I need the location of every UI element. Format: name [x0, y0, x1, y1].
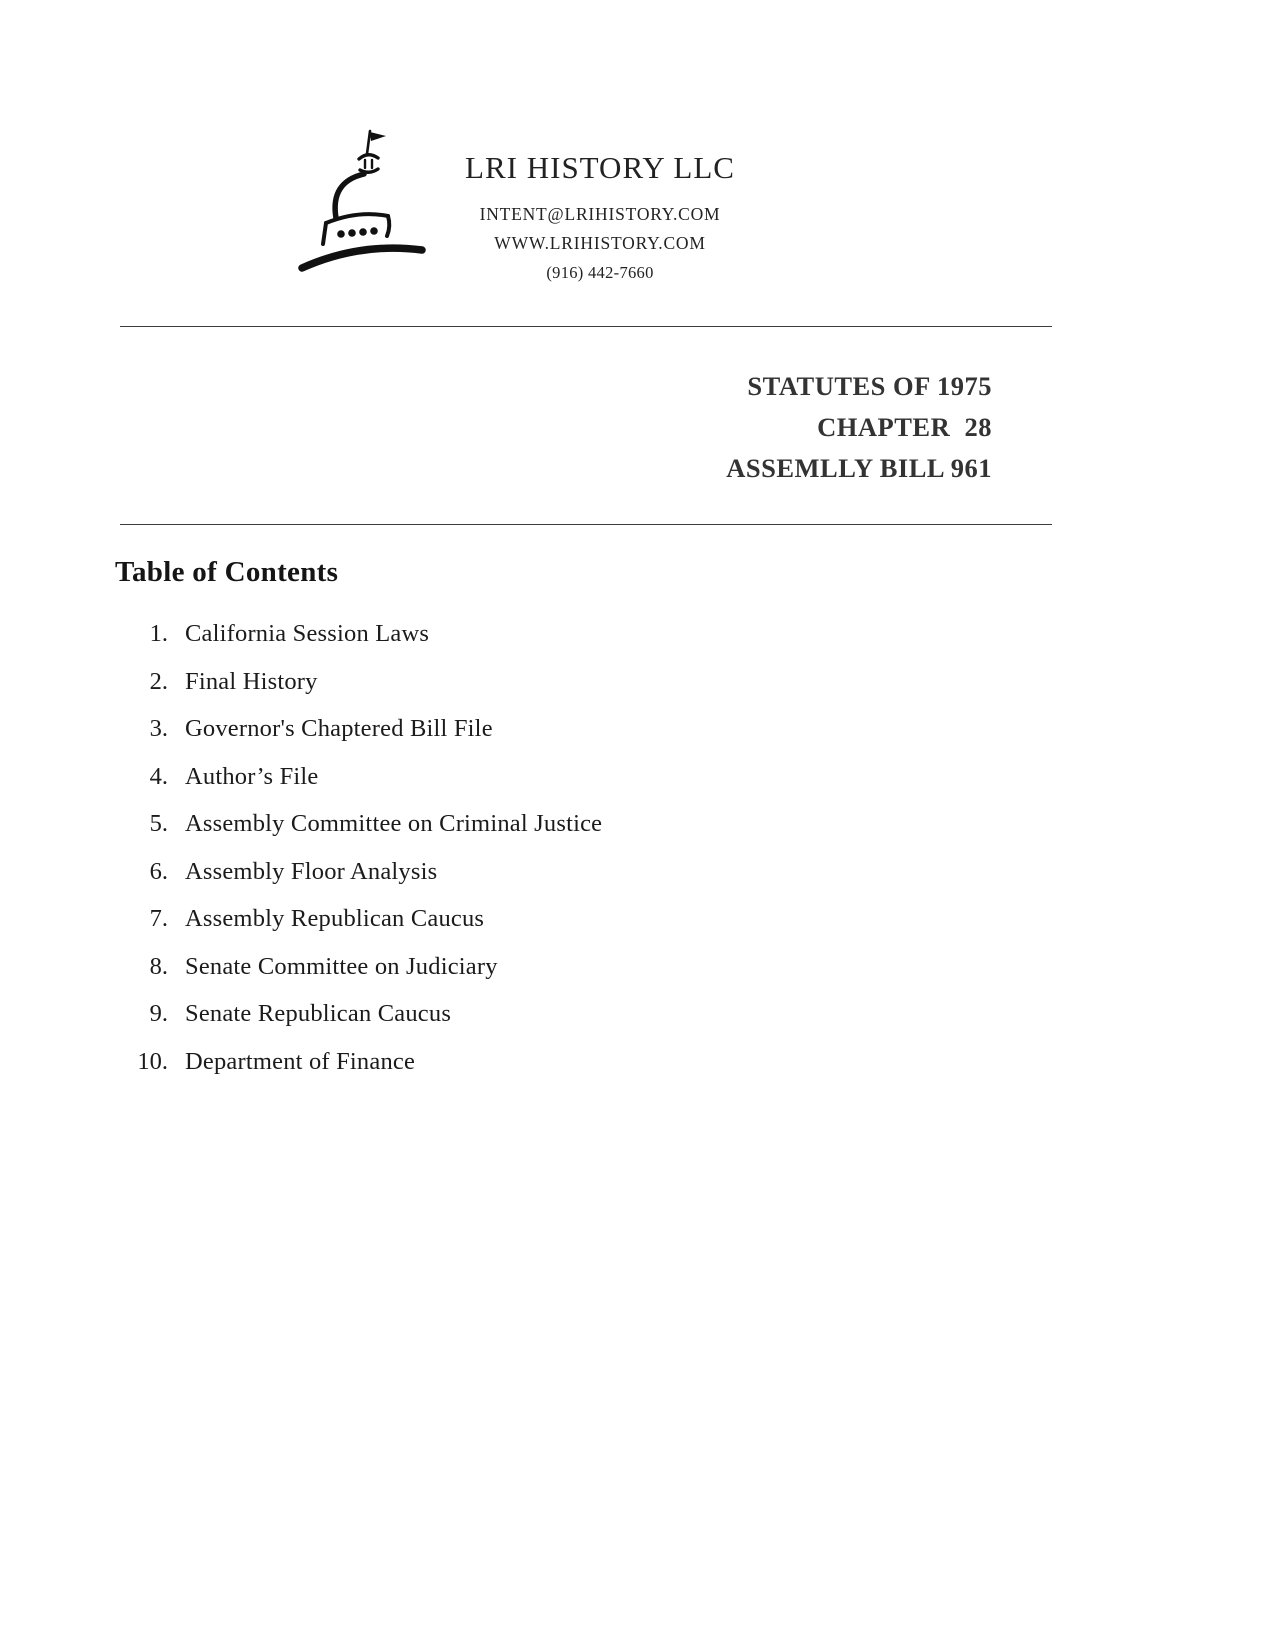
divider-bottom [120, 524, 1052, 525]
toc-item-number: 2. [149, 667, 168, 695]
toc-item-number: 10. [137, 1047, 168, 1075]
bill-line: ASSEMLLY BILL 961 [726, 453, 992, 483]
toc-item-label: Assembly Floor Analysis [185, 857, 438, 885]
divider-top [120, 326, 1052, 327]
toc-item [118, 1048, 1018, 1096]
letterhead [385, 150, 815, 288]
toc-item-number: 5. [149, 810, 168, 837]
toc-item-label: Governor's Chaptered Bill File [185, 715, 493, 742]
toc-item-label: Department of Finance [185, 1047, 416, 1075]
toc-item-number: 7. [149, 905, 168, 932]
toc-item-number: 4. [149, 762, 168, 790]
toc-list [118, 620, 1018, 1095]
toc-item [118, 668, 1018, 716]
toc-item [118, 763, 1018, 811]
company-phone: (916) 442-7660 [546, 263, 654, 282]
company-website: WWW.LRIHISTORY.COM [494, 233, 706, 253]
toc-item-label: Final History [185, 667, 318, 695]
toc-item-number: 1. [149, 620, 168, 647]
toc-item-number: 8. [149, 952, 168, 980]
toc-item-number: 6. [149, 857, 168, 885]
toc-item [118, 810, 1018, 858]
toc-item-number: 3. [149, 715, 168, 742]
toc-item [118, 953, 1018, 1001]
toc-item-label: California Session Laws [185, 620, 430, 647]
company-email: INTENT@LRIHISTORY.COM [479, 204, 721, 224]
toc-item-label: Senate Republican Caucus [185, 1000, 452, 1027]
toc-item-label: Assembly Republican Caucus [185, 905, 485, 932]
statute-title-block [420, 366, 992, 489]
chapter-line: CHAPTER 28 [817, 412, 992, 442]
statutes-year-line: STATUTES OF 1975 [747, 371, 992, 401]
company-name: LRI HISTORY LLC [465, 150, 735, 185]
toc-item [118, 858, 1018, 906]
toc-item-label: Author’s File [185, 762, 319, 790]
toc-heading: Table of Contents [115, 556, 339, 588]
toc-item [118, 715, 1018, 763]
toc-item [118, 620, 1018, 668]
toc-item [118, 1000, 1018, 1048]
toc-item [118, 905, 1018, 953]
toc-item-number: 9. [149, 1000, 168, 1027]
toc-item-label: Senate Committee on Judiciary [185, 952, 498, 980]
toc-item-label: Assembly Committee on Criminal Justice [185, 810, 603, 837]
